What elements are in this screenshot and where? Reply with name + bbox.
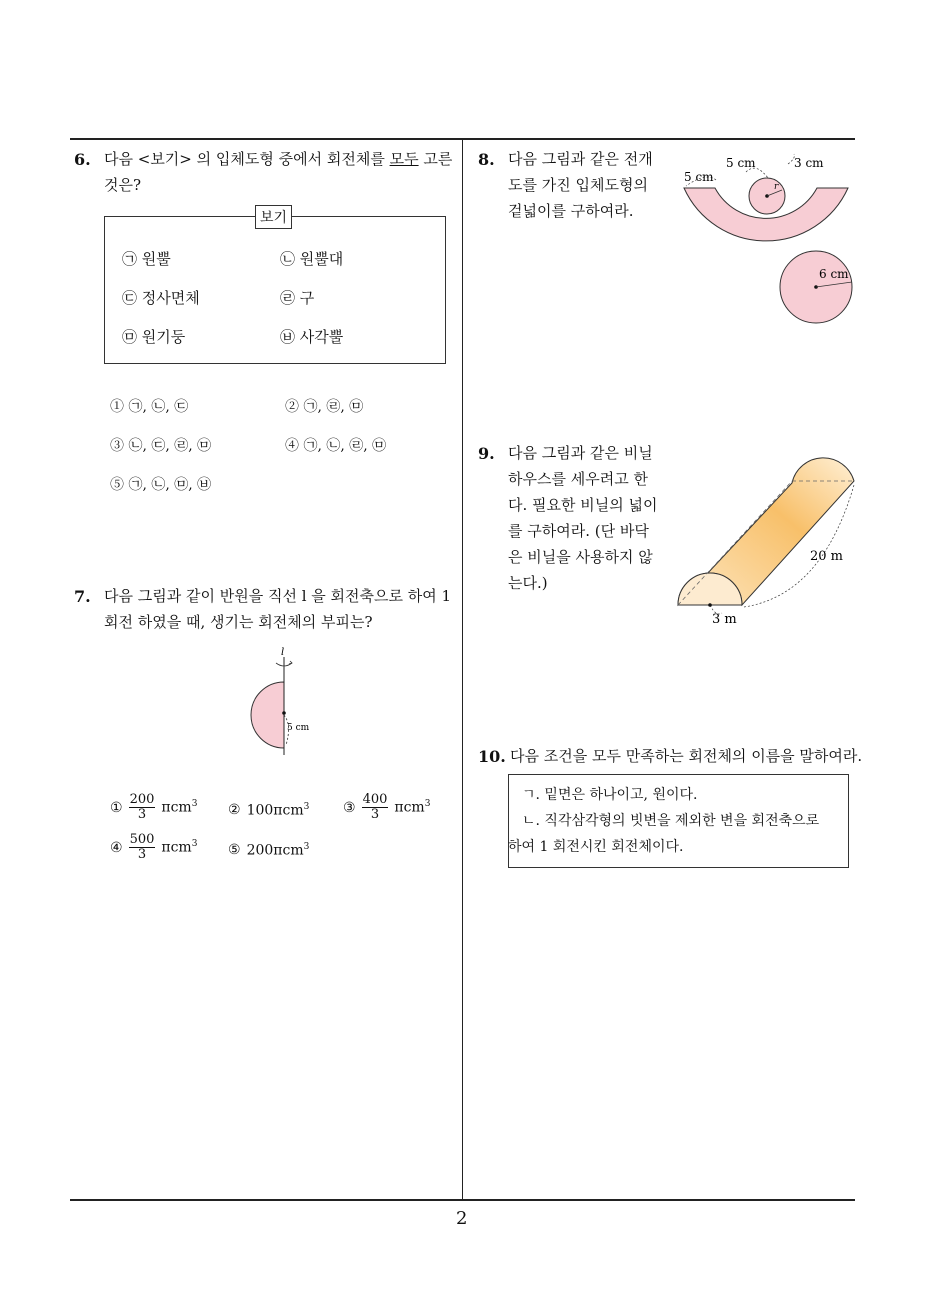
q9-line: 를 구하여라. (단 바닥 [508, 522, 649, 540]
q6-item: ㉠ 원뿔 [122, 250, 171, 268]
q7-radius-label: 5 cm [287, 723, 310, 733]
q6-choice-1[interactable]: ① ㉠, ㉡, ㉢ [110, 399, 189, 415]
q7-semicircle-figure [240, 645, 320, 760]
q6-item: ㉤ 원기둥 [122, 328, 186, 346]
q8-net-figure [676, 150, 860, 332]
q6-item: ㉣ 구 [280, 289, 315, 307]
q7-center-dot [282, 711, 286, 715]
q10-condition: 하여 1 회전시킨 회전체이다. [508, 839, 684, 855]
q8-line: 다음 그림과 같은 전개 [508, 150, 653, 168]
q10-condition: ㄴ. 직각삼각형의 빗변을 제외한 변을 회전축으로 [522, 813, 820, 829]
q7-choice-mark: ⑤ [228, 842, 241, 859]
q7-semicircle [251, 682, 284, 748]
q9-line: 는다.) [508, 574, 548, 592]
q6-item: ㉢ 정사면체 [122, 289, 200, 307]
q7-choice-1[interactable] [110, 793, 197, 822]
q8-line: 도를 가진 입체도형의 [508, 176, 648, 194]
q7-fraction: $\frac{400}{3}$ [362, 792, 388, 822]
q7-choice-4[interactable] [110, 833, 197, 862]
q8-label-circle: 6 cm [819, 267, 849, 281]
q6-number: 6. [74, 150, 91, 169]
q6-item: ㉥ 사각뿔 [280, 328, 344, 346]
q7-choice-3[interactable] [343, 793, 430, 822]
q8-label-outer-left: 5 cm [684, 170, 714, 184]
q7-choice-mark: ③ [343, 799, 356, 816]
q10-number: 10. [478, 747, 506, 766]
q7-question [104, 583, 459, 635]
q10-question: 다음 조건을 모두 만족하는 회전체의 이름을 말하여라. [510, 747, 863, 765]
q7-choice-mark: ④ [110, 839, 123, 856]
q7-unit: πcm$^3$ [161, 839, 198, 856]
q8-number: 8. [478, 150, 495, 169]
q6-text-before: 다음 <보기> 의 입체도형 중에서 회전체를 [104, 150, 390, 168]
q10-conditions [508, 782, 820, 860]
q7-number: 7. [74, 587, 91, 606]
q9-label-radius: 3 m [712, 612, 737, 627]
q6-choice-3[interactable]: ③ ㉡, ㉢, ㉣, ㉤ [110, 438, 212, 454]
q9-label-length: 20 m [810, 549, 844, 564]
q7-choice-mark: ① [110, 799, 123, 816]
q8-label-top-right: 3 cm [794, 156, 824, 170]
q7-value: 100πcm$^3$ [246, 802, 310, 819]
column-divider [462, 139, 463, 1200]
q7-fraction: $\frac{500}{3}$ [129, 832, 155, 862]
q9-line: 다음 그림과 같은 비닐 [508, 444, 653, 462]
q6-box-title: 보기 [255, 205, 292, 229]
q6-choice-5[interactable]: ⑤ ㉠, ㉡, ㉤, ㉥ [110, 477, 212, 493]
q6-choice-4[interactable]: ④ ㉠, ㉡, ㉣, ㉤ [285, 438, 387, 454]
q6-text-after: 고른 [418, 150, 453, 168]
q9-question [508, 440, 668, 596]
q7-value: 200πcm$^3$ [246, 842, 310, 859]
q7-choice-5[interactable] [228, 842, 309, 859]
q7-line2: 회전 하였을 때, 생기는 회전체의 부피는? [104, 613, 373, 631]
q9-line: 다. 필요한 비닐의 넓이 [508, 496, 658, 514]
q7-line1: 다음 그림과 같이 반원을 직선 l 을 회전축으로 하여 1 [104, 587, 452, 605]
q7-unit: πcm$^3$ [394, 799, 431, 816]
q9-line: 하우스를 세우려고 한 [508, 470, 648, 488]
q6-choice-2[interactable]: ② ㉠, ㉣, ㉤ [285, 399, 364, 415]
q10-condition: ㄱ. 밑면은 하나이고, 원이다. [522, 787, 698, 803]
q7-fraction: $\frac{200}{3}$ [129, 792, 155, 822]
q8-label-top-left: 5 cm [726, 156, 756, 170]
q7-choice-mark: ② [228, 802, 241, 819]
q6-question [104, 146, 459, 198]
q9-line: 은 비닐을 사용하지 않 [508, 548, 653, 566]
q6-text-emph: 모두 [389, 150, 419, 168]
q9-greenhouse-figure [672, 445, 858, 627]
q6-item: ㉡ 원뿔대 [280, 250, 344, 268]
q8-question [508, 146, 668, 224]
bottom-rule [70, 1199, 855, 1201]
q8-label-radius: r [774, 182, 779, 192]
q6-text-line2: 것은? [104, 176, 142, 194]
q7-axis-label: l [281, 647, 285, 658]
page-number: 2 [456, 1208, 468, 1229]
q8-line: 겉넓이를 구하여라. [508, 202, 634, 220]
q9-number: 9. [478, 444, 495, 463]
q7-unit: πcm$^3$ [161, 799, 198, 816]
q7-choice-2[interactable] [228, 802, 309, 819]
